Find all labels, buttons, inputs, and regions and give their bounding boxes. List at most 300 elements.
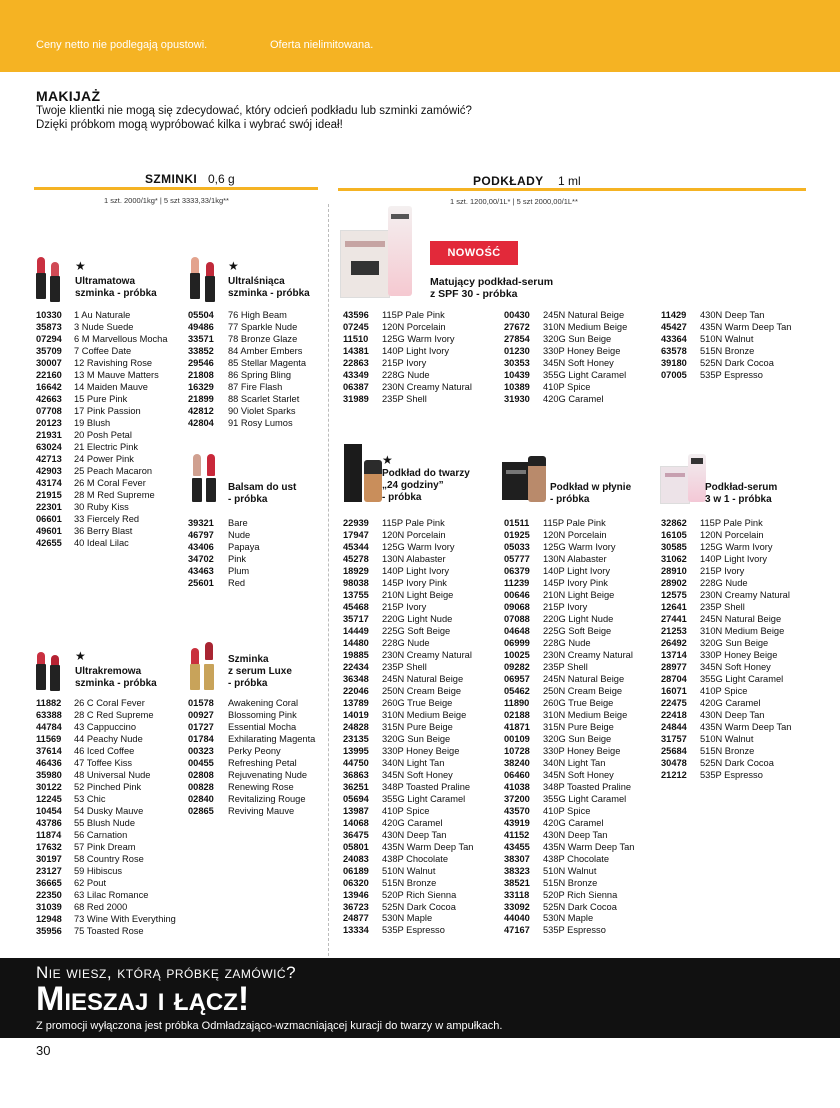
- shade-row: [343, 794, 473, 806]
- shade-name: 7 Coffee Date: [74, 345, 132, 356]
- shade-code: 44750: [343, 757, 369, 768]
- shade-code: 36475: [343, 829, 369, 840]
- shade-row: [36, 346, 168, 358]
- shade-row: [36, 806, 176, 818]
- shade-row: [661, 322, 791, 334]
- shade-row: [661, 530, 791, 542]
- podklad-plynie-box-image: [502, 462, 530, 500]
- shade-row: [36, 454, 168, 466]
- shade-row: [661, 662, 791, 674]
- mix-and-match-banner: [0, 958, 840, 1038]
- shade-row: [188, 310, 306, 322]
- shade-name: 52 Pinched Pink: [74, 781, 142, 792]
- shade-code: 28910: [661, 565, 687, 576]
- shade-row: [343, 638, 473, 650]
- shade-code: 28902: [661, 577, 687, 588]
- shade-code: 42804: [188, 417, 214, 428]
- shade-row: [36, 322, 168, 334]
- shade-code: 43364: [661, 333, 687, 344]
- foundations-title: PODKŁADY: [473, 174, 544, 188]
- shade-row: [36, 478, 168, 490]
- shade-name: 140P Light Ivory: [700, 553, 768, 564]
- shade-row: [504, 866, 634, 878]
- shade-name: 125G Warm Ivory: [543, 541, 616, 552]
- shade-code: 98038: [343, 577, 369, 588]
- shade-code: 39321: [188, 518, 214, 528]
- shade-code: 13334: [343, 925, 369, 936]
- shade-code: 01511: [504, 518, 530, 528]
- foundations-divider: [338, 188, 806, 191]
- shade-row: [504, 674, 634, 686]
- shade-name: 125G Warm Ivory: [700, 541, 773, 552]
- shade-code: 19885: [343, 649, 369, 660]
- shade-name: 215P Ivory: [700, 565, 745, 576]
- shade-name: 260G True Beige: [543, 697, 614, 708]
- shade-code: 17632: [36, 841, 62, 852]
- podklad-24h-box-image: [344, 444, 362, 502]
- shade-row: [36, 394, 168, 406]
- shade-code: 11890: [504, 697, 530, 708]
- shade-row: [36, 514, 168, 526]
- shade-name: 115P Pale Pink: [543, 518, 606, 528]
- shade-name: 47 Toffee Kiss: [74, 757, 133, 768]
- shade-row: [188, 554, 260, 566]
- shade-row: [36, 442, 168, 454]
- shade-name: Rejuvenating Nude: [228, 769, 308, 780]
- shade-name: Essential Mocha: [228, 721, 297, 732]
- shade-row: [504, 662, 634, 674]
- shade-name: 535P Espresso: [700, 769, 763, 780]
- shade-name: 315N Pure Beige: [543, 721, 614, 732]
- shade-row: [343, 818, 473, 830]
- shade-code: 45278: [343, 553, 369, 564]
- shade-name: 410P Spice: [382, 805, 430, 816]
- shade-code: 27672: [504, 321, 530, 332]
- shade-row: [504, 358, 627, 370]
- shade-row: [661, 518, 791, 530]
- shade-name: 12 Ravishing Rose: [74, 357, 153, 368]
- shade-row: [343, 925, 473, 937]
- shade-row: [343, 758, 473, 770]
- banner-exclusion-note: Z promocji wyłączona jest próbka Odmładzająco-wzmacniającej kuracji do twarzy w ampułkach.: [36, 1020, 503, 1032]
- shade-name: 230N Creamy Natural: [382, 381, 472, 392]
- foundations-price: 1 szt. 1200,00/1L* | 5 szt 2000,00/1L**: [450, 197, 578, 206]
- shade-name: 3 Nude Suede: [74, 321, 134, 332]
- shade-code: 44040: [504, 913, 530, 924]
- serum-luxe-image: [190, 648, 202, 690]
- shade-code: 63578: [661, 345, 687, 356]
- shade-row: [36, 854, 176, 866]
- shade-row: [343, 902, 473, 914]
- shade-name: 130N Alabaster: [382, 553, 446, 564]
- shade-code: 43455: [504, 841, 530, 852]
- shade-name: 84 Amber Embers: [228, 345, 303, 356]
- shade-code: 21212: [661, 769, 687, 780]
- shade-name: 85 Stellar Magenta: [228, 357, 307, 368]
- shade-code: 12245: [36, 793, 62, 804]
- shade-name: 68 Red 2000: [74, 901, 128, 912]
- shade-row: [504, 602, 634, 614]
- shade-code: 22301: [36, 501, 62, 512]
- shade-row: [188, 806, 315, 818]
- serum-luxe-title: Szminka z serum Luxe - próbka: [228, 654, 292, 689]
- shade-name: Renewing Rose: [228, 781, 294, 792]
- shade-code: 38323: [504, 865, 530, 876]
- shade-code: 44784: [36, 721, 62, 732]
- shade-row: [343, 566, 473, 578]
- shade-row: [343, 746, 473, 758]
- shade-name: 77 Sparkle Nude: [228, 321, 298, 332]
- shade-row: [36, 466, 168, 478]
- shade-row: [661, 698, 791, 710]
- shade-name: 120N Porcelain: [700, 529, 764, 540]
- shade-row: [504, 710, 634, 722]
- shade-name: 120N Porcelain: [382, 321, 446, 332]
- shade-name: 515N Bronze: [543, 877, 598, 888]
- shade-name: 145P Ivory Pink: [382, 577, 447, 588]
- shade-name: 225G Soft Beige: [382, 625, 451, 636]
- shade-name: 525N Dark Cocoa: [543, 901, 617, 912]
- shade-code: 11429: [661, 310, 687, 320]
- serum-luxe-image-2: [204, 642, 216, 690]
- shade-row: [661, 590, 791, 602]
- shade-row: [343, 913, 473, 925]
- shade-name: 520P Rich Sienna: [543, 889, 618, 900]
- shade-code: 43596: [343, 310, 369, 320]
- shade-row: [504, 334, 627, 346]
- shade-name: 345N Soft Honey: [382, 769, 453, 780]
- shade-code: 14449: [343, 625, 369, 636]
- shade-name: 230N Creamy Natural: [700, 589, 790, 600]
- shade-name: 520P Rich Sienna: [382, 889, 457, 900]
- intro-line-2: Dzięki próbkom mogą wypróbować kilka i wybrać swój ideał!: [36, 119, 343, 131]
- shade-name: 355G Light Caramel: [543, 793, 627, 804]
- shade-row: [504, 590, 634, 602]
- shade-code: 21253: [661, 625, 687, 636]
- shade-row: [343, 370, 472, 382]
- shade-name: 535P Espresso: [382, 925, 445, 936]
- shade-name: 355G Light Caramel: [382, 793, 466, 804]
- shade-name: 17 Pink Passion: [74, 405, 141, 416]
- shade-code: 14480: [343, 637, 369, 648]
- page-number: 30: [36, 1043, 51, 1058]
- shade-row: [36, 370, 168, 382]
- shade-code: 31039: [36, 901, 62, 912]
- shade-row: [343, 650, 473, 662]
- shade-row: [36, 430, 168, 442]
- shade-code: 07294: [36, 333, 62, 344]
- shade-row: [504, 542, 634, 554]
- shade-name: 56 Carnation: [74, 829, 128, 840]
- shade-name: 13 M Mauve Matters: [74, 369, 159, 380]
- shade-name: 235P Shell: [382, 661, 427, 672]
- shade-row: [188, 794, 315, 806]
- shade-name: 210N Light Beige: [543, 589, 615, 600]
- shade-code: 43349: [343, 369, 369, 380]
- shade-code: 46436: [36, 757, 62, 768]
- shade-code: 06460: [504, 769, 530, 780]
- shade-row: [661, 770, 791, 782]
- shade-row: [36, 914, 176, 926]
- shade-name: 43 Cappuccino: [74, 721, 137, 732]
- shade-code: 06999: [504, 637, 530, 648]
- shade-row: [504, 722, 634, 734]
- shade-row: [343, 590, 473, 602]
- ultramatowa-image: [36, 257, 48, 299]
- shade-row: [36, 878, 176, 890]
- ultrakremowa-image-2: [50, 655, 62, 691]
- shade-code: 12641: [661, 601, 687, 612]
- shade-code: 42663: [36, 393, 62, 404]
- shade-name: 435N Warm Deep Tan: [543, 841, 635, 852]
- shade-row: [188, 322, 306, 334]
- shade-row: [343, 322, 472, 334]
- ultrakremowa-image: [36, 652, 48, 690]
- ultrakremowa-star-icon: ★: [75, 649, 86, 663]
- shade-code: 01230: [504, 345, 530, 356]
- shade-row: [504, 890, 634, 902]
- shade-name: 345N Soft Honey: [543, 357, 614, 368]
- shade-row: [504, 878, 634, 890]
- shade-row: [661, 358, 791, 370]
- shade-code: 22434: [343, 661, 369, 672]
- shade-name: 125G Warm Ivory: [382, 541, 455, 552]
- shade-name: 88 Scarlet Starlet: [228, 393, 300, 404]
- shade-code: 32862: [661, 518, 687, 528]
- serum-luxe-shade-list: [188, 698, 315, 818]
- shade-name: 228G Nude: [543, 637, 591, 648]
- shade-name: 340N Light Tan: [543, 757, 606, 768]
- shade-code: 41038: [504, 781, 530, 792]
- shade-name: 320G Sun Beige: [543, 733, 612, 744]
- shade-row: [188, 770, 315, 782]
- shade-row: [36, 722, 176, 734]
- shade-code: 01925: [504, 529, 530, 540]
- shade-code: 01727: [188, 721, 214, 732]
- shade-row: [661, 686, 791, 698]
- shade-code: 36863: [343, 769, 369, 780]
- shade-name: 355G Light Caramel: [543, 369, 627, 380]
- shade-name: Bare: [228, 518, 248, 528]
- shade-code: 36251: [343, 781, 369, 792]
- shade-name: 28 C Red Supreme: [74, 709, 154, 720]
- shade-code: 49601: [36, 525, 62, 536]
- shade-name: 410P Spice: [700, 685, 748, 696]
- shade-name: 1 Au Naturale: [74, 310, 131, 320]
- shade-row: [504, 734, 634, 746]
- shade-code: 16642: [36, 381, 62, 392]
- lipsticks-divider: [34, 187, 318, 190]
- shade-code: 22939: [343, 518, 369, 528]
- shade-row: [504, 518, 634, 530]
- shade-row: [343, 518, 473, 530]
- balsam-image: [192, 454, 204, 502]
- shade-name: 19 Blush: [74, 417, 111, 428]
- shade-row: [504, 530, 634, 542]
- shade-code: 23135: [343, 733, 369, 744]
- shade-row: [343, 890, 473, 902]
- shade-name: 430N Deep Tan: [382, 829, 447, 840]
- shade-name: Perky Peony: [228, 745, 281, 756]
- shade-name: 76 High Beam: [228, 310, 287, 320]
- shade-code: 30353: [504, 357, 530, 368]
- podklad-24h-title: Podkład do twarzy „24 godziny” - próbka: [382, 468, 470, 503]
- shade-name: 250N Cream Beige: [543, 685, 623, 696]
- shade-row: [661, 554, 791, 566]
- shade-row: [661, 734, 791, 746]
- shade-code: 41871: [504, 721, 530, 732]
- shade-name: 73 Wine With Everything: [74, 913, 176, 924]
- shade-row: [343, 866, 473, 878]
- shade-code: 35717: [343, 613, 369, 624]
- shade-code: 38240: [504, 757, 530, 768]
- shade-code: 09068: [504, 601, 530, 612]
- shade-code: 00430: [504, 310, 530, 320]
- shade-name: 515N Bronze: [382, 877, 437, 888]
- shade-name: 230N Creamy Natural: [382, 649, 472, 660]
- shade-row: [504, 818, 634, 830]
- shade-code: 31062: [661, 553, 687, 564]
- shade-row: [504, 566, 634, 578]
- shade-row: [504, 770, 634, 782]
- shade-row: [343, 382, 472, 394]
- shade-code: 45427: [661, 321, 687, 332]
- shade-row: [36, 830, 176, 842]
- banner-headline: Mieszaj i łącz!: [36, 980, 250, 1018]
- shade-code: 49486: [188, 321, 214, 332]
- shade-name: 430N Deep Tan: [700, 709, 765, 720]
- shade-code: 17947: [343, 529, 369, 540]
- net-price-note: Ceny netto nie podlegają opustowi.: [36, 39, 208, 51]
- shade-name: 410P Spice: [543, 381, 591, 392]
- shade-code: 41152: [504, 829, 530, 840]
- shade-name: 20 Posh Petal: [74, 429, 132, 440]
- shade-code: 31930: [504, 393, 530, 404]
- shade-row: [504, 842, 634, 854]
- shade-name: 530N Maple: [382, 913, 433, 924]
- podklad-plynie-title: Podkład w płynie - próbka: [550, 482, 632, 505]
- shade-row: [188, 334, 306, 346]
- shade-row: [343, 602, 473, 614]
- shade-code: 23127: [36, 865, 62, 876]
- shade-name: 78 Bronze Glaze: [228, 333, 298, 344]
- shade-code: 02808: [188, 769, 214, 780]
- shade-name: 115P Pale Pink: [382, 518, 445, 528]
- shade-name: 33 Fiercely Red: [74, 513, 140, 524]
- shade-name: 120N Porcelain: [382, 529, 446, 540]
- shade-row: [36, 842, 176, 854]
- shade-code: 05777: [504, 553, 530, 564]
- shade-name: 310N Medium Beige: [382, 709, 467, 720]
- shade-code: 36665: [36, 877, 62, 888]
- shade-code: 39180: [661, 357, 687, 368]
- shade-code: 22350: [36, 889, 62, 900]
- shade-name: 46 Iced Coffee: [74, 745, 135, 756]
- shade-name: Papaya: [228, 541, 260, 552]
- shade-name: 235P Shell: [382, 393, 427, 404]
- shade-name: 250N Cream Beige: [382, 685, 462, 696]
- shade-row: [36, 358, 168, 370]
- shade-name: 235P Shell: [543, 661, 588, 672]
- shade-row: [36, 926, 176, 938]
- shade-row: [36, 902, 176, 914]
- shade-row: [504, 346, 627, 358]
- shade-row: [661, 722, 791, 734]
- shade-name: 220G Light Nude: [543, 613, 614, 624]
- shade-name: 21 Electric Pink: [74, 441, 139, 452]
- shade-code: 10025: [504, 649, 530, 660]
- shade-code: 47167: [504, 925, 530, 936]
- shade-row: [504, 382, 627, 394]
- shade-code: 09282: [504, 661, 530, 672]
- shade-row: [343, 710, 473, 722]
- shade-code: 45344: [343, 541, 369, 552]
- shade-code: 00109: [504, 733, 530, 744]
- shade-row: [188, 518, 260, 530]
- shade-code: 10330: [36, 310, 62, 320]
- shade-name: 420G Caramel: [543, 817, 604, 828]
- matujacy-shade-list-1: [343, 310, 472, 406]
- shade-code: 63024: [36, 441, 62, 452]
- shade-row: [188, 394, 306, 406]
- shade-code: 29546: [188, 357, 214, 368]
- matujacy-title: Matujący podkład-serum z SPF 30 - próbka: [430, 276, 554, 300]
- shade-code: 37614: [36, 745, 62, 756]
- shade-name: 48 Universal Nude: [74, 769, 151, 780]
- shade-row: [343, 878, 473, 890]
- shade-row: [343, 554, 473, 566]
- shade-code: 06387: [343, 381, 369, 392]
- shade-code: 30478: [661, 757, 687, 768]
- shade-name: Nude: [228, 529, 251, 540]
- shade-name: 510N Walnut: [382, 865, 436, 876]
- shade-code: 27854: [504, 333, 530, 344]
- shade-row: [504, 686, 634, 698]
- shade-code: 05694: [343, 793, 369, 804]
- shade-name: 525N Dark Cocoa: [700, 757, 774, 768]
- shade-row: [504, 806, 634, 818]
- shade-code: 46797: [188, 529, 214, 540]
- shade-name: 140P Light Ivory: [382, 565, 450, 576]
- shade-name: 320G Sun Beige: [700, 637, 769, 648]
- shade-row: [343, 346, 472, 358]
- shade-code: 00455: [188, 757, 214, 768]
- shade-code: 21931: [36, 429, 62, 440]
- shade-code: 13755: [343, 589, 369, 600]
- shade-name: 420G Caramel: [543, 393, 604, 404]
- shade-code: 02865: [188, 805, 214, 816]
- shade-name: 510N Walnut: [543, 865, 597, 876]
- shade-row: [661, 758, 791, 770]
- shade-name: 210N Light Beige: [382, 589, 454, 600]
- shade-name: Exhilarating Magenta: [228, 733, 316, 744]
- podklad-24h-shade-list: [343, 518, 473, 937]
- shade-name: 14 Maiden Mauve: [74, 381, 148, 392]
- shade-row: [343, 578, 473, 590]
- shade-name: Blossoming Pink: [228, 709, 297, 720]
- shade-row: [343, 854, 473, 866]
- shade-name: 430N Deep Tan: [700, 310, 765, 320]
- shade-row: [504, 614, 634, 626]
- shade-row: [36, 382, 168, 394]
- shade-code: 45468: [343, 601, 369, 612]
- shade-code: 12948: [36, 913, 62, 924]
- shade-name: 115P Pale Pink: [700, 518, 763, 528]
- shade-name: 438P Chocolate: [543, 853, 609, 864]
- ultralsniaca-shade-list: [188, 310, 306, 430]
- new-badge: NOWOŚĆ: [430, 241, 518, 265]
- shade-name: 525N Dark Cocoa: [700, 357, 774, 368]
